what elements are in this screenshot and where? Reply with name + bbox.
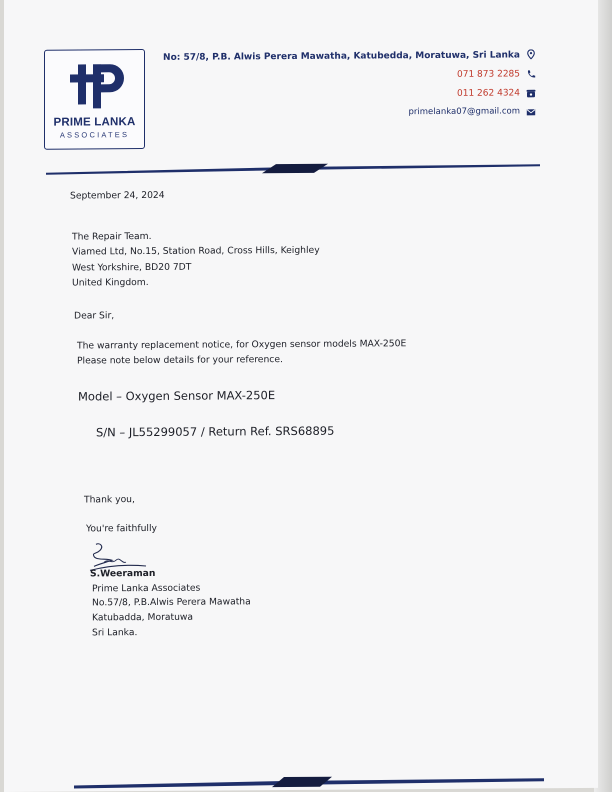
email-icon [526,107,536,117]
closing-line: You're faithfully [86,522,157,535]
company-address: No: 57/8, P.B. Alwis Perera Mawatha, Katubedda, Moratuwa, Sri Lanka [163,50,520,63]
company-mobile-phone: 071 873 2285 [457,69,520,80]
body-line: Please note below details for your reference. [77,354,283,367]
logo-company-name: PRIME LANKA [53,116,136,129]
footer-divider [74,773,544,790]
logo-company-subtitle: ASSOCIATES [59,130,130,140]
recipient-line: United Kingdom. [72,276,149,289]
signature-line: Katubadda, Moratuwa [92,611,194,624]
phone-icon [526,69,536,79]
body-line: The warranty replacement notice, for Oxygen sensor models MAX-250E [77,338,407,352]
recipient-line: The Repair Team. [72,230,152,243]
company-logo [44,49,145,150]
model-line: Model – Oxygen Sensor MAX-250E [78,388,276,404]
serial-line: S/N – JL55299057 / Return Ref. SRS68895 [96,423,335,440]
recipient-line: West Yorkshire, BD20 7DT [72,261,192,274]
header-divider [46,159,540,176]
location-pin-icon [526,49,536,59]
telephone-icon [526,88,536,98]
signature-line: Prime Lanka Associates [92,582,201,595]
letter-date: September 24, 2024 [70,189,165,202]
recipient-line: Viamed Ltd, No.15, Station Road, Cross Hills, Keighley [72,244,320,258]
company-email: primelanka07@gmail.com [408,106,520,118]
signatory-name: S.Weeraman [90,567,156,580]
letter-page [4,0,598,792]
thanks-line: Thank you, [84,494,135,506]
logo-pl-monogram-icon [66,60,126,112]
salutation: Dear Sir, [74,310,115,322]
company-landline-phone: 011 262 4324 [457,88,520,99]
signature-line: Sri Lanka. [92,627,138,639]
signature-line: No.57/8, P.B.Alwis Perera Mawatha [92,596,251,609]
